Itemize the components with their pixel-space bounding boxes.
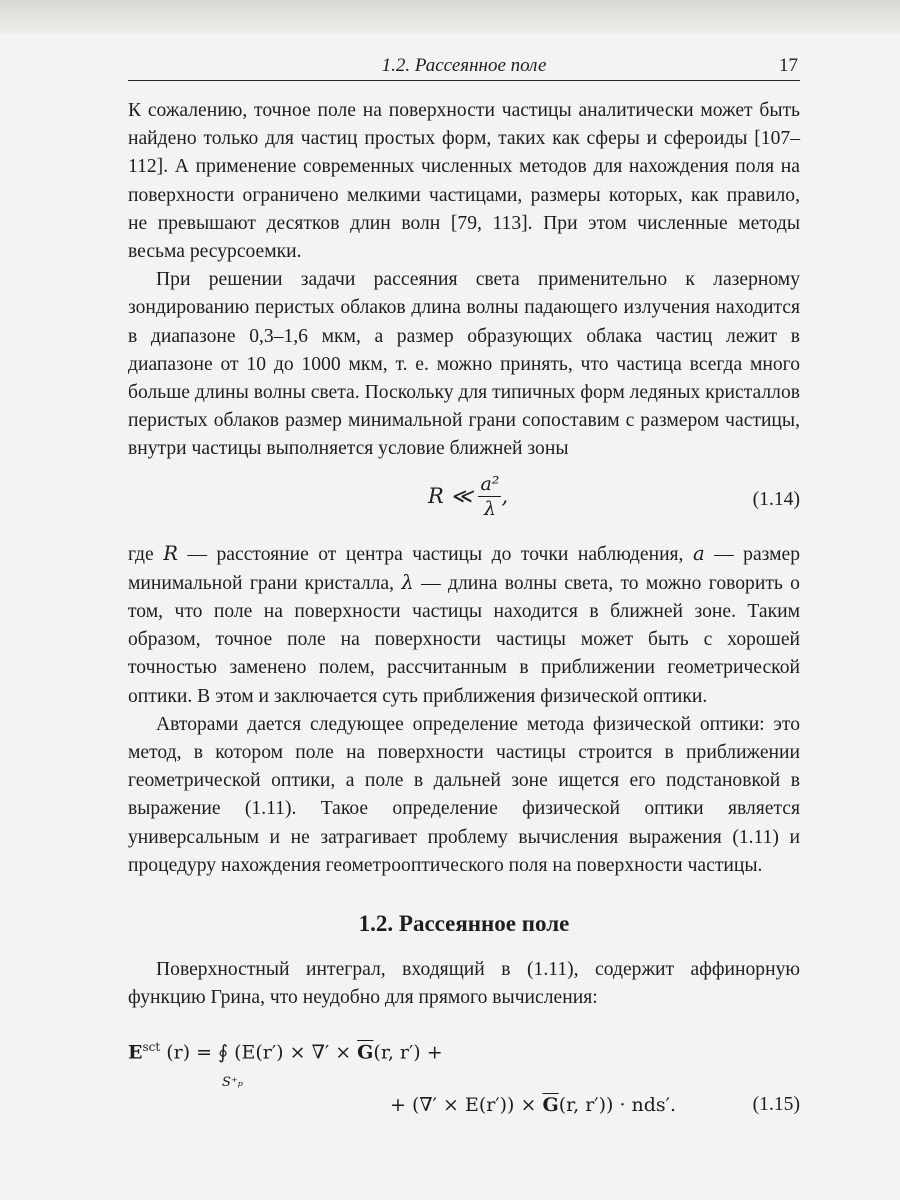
paragraph-4: Авторами дается следующее определение метода физической оптики: это метод, в котором поле на поверхности частицы строится в приближении геометрической оптики, а поле в дальней зоне ищется его подстановкой в выражение (1.11). Такое определение физической оптики является универсальным и не затрагивает проблему вычисления выражения (1.11) и процедуру нахождения геометрооптического поля на поверхности частицы.: [128, 713, 800, 876]
equation-1-14-denominator: λ: [483, 497, 496, 520]
equation-1-15-number: (1.15): [752, 1093, 800, 1115]
equation-1-14-lhs: R ≪: [428, 484, 473, 509]
equation-1-14-body: [428, 472, 508, 521]
paragraph-5: Поверхностный интеграл, входящий в (1.11), содержит аффинорную функцию Грина, что неудобно для прямого вычисления:: [128, 959, 800, 1009]
equation-1-15-line-1-text: (r) = ∮ (E(r′) × ∇′ ×: [166, 1041, 358, 1064]
equation-1-15-subscript: S⁺ₚ: [222, 1074, 243, 1090]
running-title: 1.2. Рассеянное поле: [381, 55, 547, 76]
paragraph-3-part-1: где: [128, 543, 164, 565]
equation-1-15-green-tensor-2: $\overline{G}$: [542, 1093, 559, 1116]
equation-1-14-trail: ,: [501, 484, 509, 509]
section-title: 1.2. Рассеянное поле: [358, 911, 570, 937]
equation-1-15: [128, 1023, 800, 1143]
symbol-R: R: [163, 541, 178, 565]
equation-1-15-line-2-end: (r, r′)) · nds′.: [558, 1093, 677, 1116]
paragraph-1: К сожалению, точное поле на поверхности частицы аналитически может быть найдено только для частиц простых форм, таких как сферы и сфероиды [107–112]. А применение современных численных методов для нахождения поля на поверхности ограничено мелкими частицами, размеры которых, как правило, не превышают десятков длин волн [79, 113]. При этом численные методы весьма ресурсоемки.: [128, 100, 800, 263]
page-number: 17: [779, 55, 798, 76]
equation-1-14-fraction: [478, 472, 501, 521]
paragraph-3: [128, 540, 800, 711]
text-body: [128, 97, 800, 1143]
symbol-a: a: [692, 541, 705, 565]
equation-1-15-lhs-symbol: E: [128, 1041, 143, 1064]
equation-1-15-line-2: [390, 1091, 676, 1119]
equation-1-15-line-1-end: (r, r′) +: [373, 1041, 443, 1064]
equation-1-15-superscript: sct: [142, 1039, 161, 1054]
paragraph-3-part-2: — расстояние от центра частицы до точки наблюдения,: [177, 543, 693, 565]
running-header: [128, 52, 800, 81]
page-top-edge: [0, 0, 900, 34]
paragraph-3-part-4: — длина волны света, то можно говорить о том, что поле на поверхности частицы находится в ближней зоне. Таким образом, точное поле на поверхности частицы может быть с хорошей точностью заменено полем, рассчитанным в приближении геометрической оптики. В этом и заключается суть приближения физической оптики.: [128, 572, 800, 707]
paragraph-2: При решении задачи рассеяния света применительно к лазерному зондированию перистых облаков длина волны падающего излучения находится в диапазоне 0,3–1,6 мкм, а размер образующих облака частиц лежит в диапазоне от 10 до 1000 мкм, т. е. можно принять, что частица всегда много больше длины волны света. Поскольку для типичных форм ледяных кристаллов перистых облаков размер минимальной грани сопоставим с размером частицы, внутри частицы выполняется условие ближней зоны: [128, 269, 800, 460]
equation-1-14: [128, 464, 800, 540]
equation-1-14-number: (1.14): [752, 488, 800, 510]
equation-1-14-numerator: a²: [480, 472, 500, 495]
equation-1-15-green-tensor-1: $\overline{G}$: [357, 1041, 374, 1064]
symbol-lambda: λ: [401, 570, 414, 594]
equation-1-15-line-2-start: + (∇′ × E(r′)) ×: [390, 1093, 543, 1116]
paragraph-3-part-3: — размер минимальной грани кристалла,: [128, 543, 801, 594]
equation-1-15-line-1: [128, 1033, 443, 1067]
